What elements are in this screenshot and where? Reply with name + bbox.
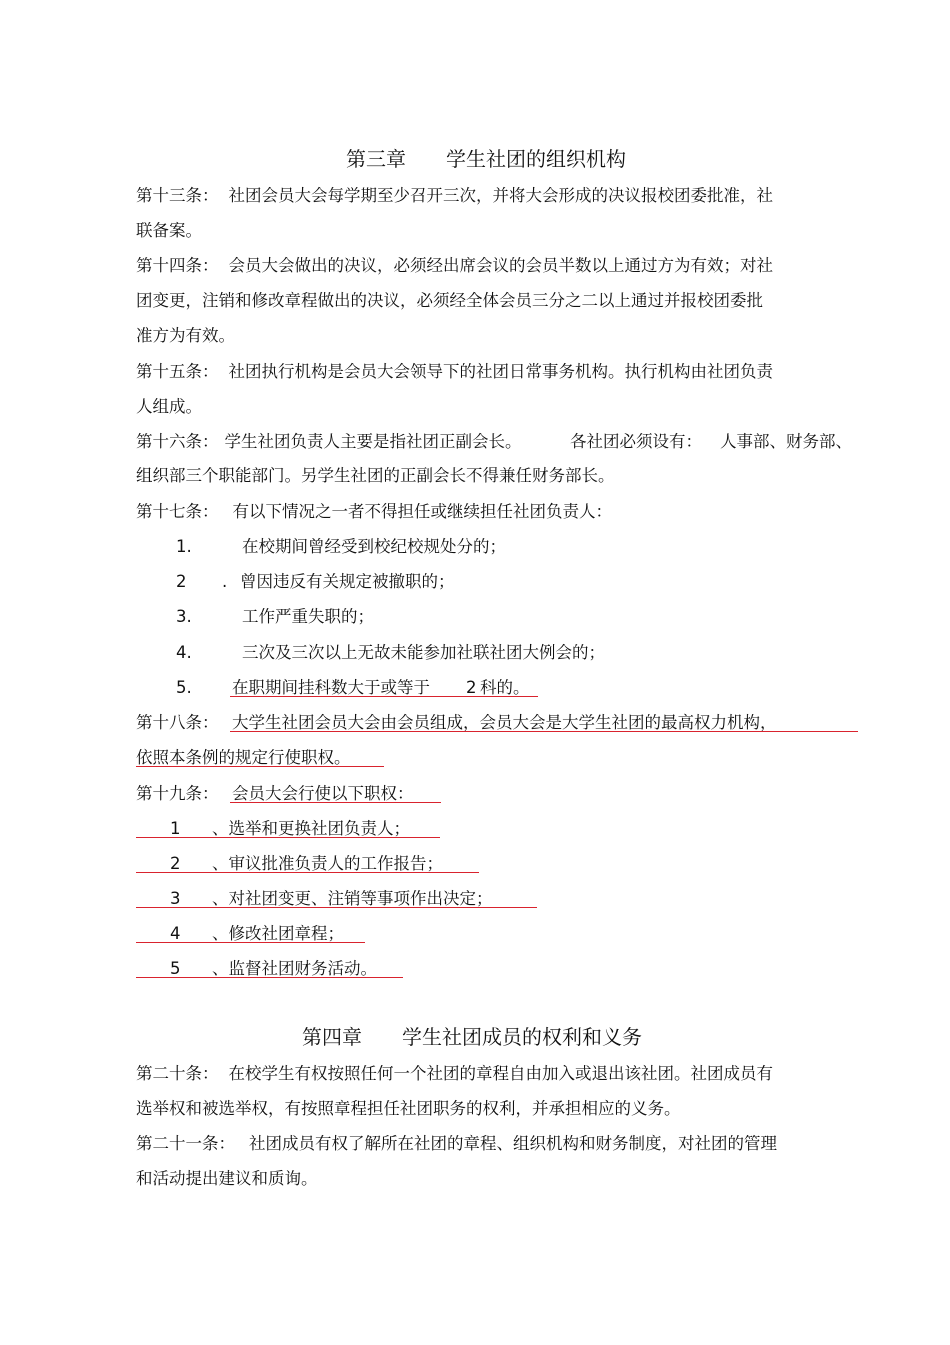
article-text: 社团会员大会每学期至少召开三次，并将大会形成的决议报校团委批准，社 xyxy=(228,186,773,205)
article-label: 第十四条： xyxy=(136,256,219,275)
list-item-num: 1 xyxy=(170,819,181,838)
red-underline xyxy=(230,802,441,803)
red-underline xyxy=(230,731,858,732)
red-underline xyxy=(136,766,384,767)
article-17-line-1 xyxy=(136,502,612,522)
article-14-line-3: 准方为有效。 xyxy=(136,326,235,345)
list-item-text: 、监督社团财务活动。 xyxy=(212,959,377,978)
article-16-line-2: 组织部三个职能部门。另学生社团的正副会长不得兼任财务部长。 xyxy=(136,466,615,485)
article-19-intro: 会员大会行使以下职权： xyxy=(232,784,414,803)
article-14-line-1 xyxy=(136,256,773,276)
list-item-text-inline: 科的。 xyxy=(480,678,530,697)
article-20-line-1 xyxy=(136,1064,773,1084)
list-item-num: 2 xyxy=(170,854,181,873)
article-text: 社团成员有权了解所在社团的章程、组织机构和财务制度，对社团的管理 xyxy=(249,1134,777,1153)
list-item-num: 2 xyxy=(176,572,187,591)
article-13-line-2: 联备案。 xyxy=(136,221,202,240)
article-13-line-1 xyxy=(136,186,773,206)
list-item-num: 5. xyxy=(176,678,192,697)
article-21-line-1 xyxy=(136,1134,777,1154)
article-label: 第十五条： xyxy=(136,362,219,381)
article-16-line-1 xyxy=(136,432,522,452)
article-15-line-2: 人组成。 xyxy=(136,397,202,416)
list-item-num: 3 xyxy=(170,889,181,908)
list-item-num-inline: 2 xyxy=(466,678,477,697)
article-text: 社团执行机构是会员大会领导下的社团日常事务机构。执行机构由社团负责 xyxy=(228,362,773,381)
article-label: 第十七条： xyxy=(136,502,219,521)
article-20-line-2: 选举权和被选举权，有按照章程担任社团职务的权利，并承担相应的义务。 xyxy=(136,1099,681,1118)
list-item-text: 、选举和更换社团负责人； xyxy=(212,819,410,838)
red-underline xyxy=(230,696,538,697)
list-item-text: 在校期间曾经受到校纪校规处分的； xyxy=(242,537,506,556)
article-16-line-1c: 人事部、财务部、 xyxy=(720,432,852,451)
list-item-text: 工作严重失职的； xyxy=(242,607,374,626)
article-text: 在校学生有权按照任何一个社团的章程自由加入或退出该社团。社团成员有 xyxy=(228,1064,773,1083)
article-21-line-2: 和活动提出建议和质询。 xyxy=(136,1169,318,1188)
article-14-line-2: 团变更，注销和修改章程做出的决议，必须经全体会员三分之二以上通过并报校团委批 xyxy=(136,291,763,310)
article-19-label: 第十九条： xyxy=(136,784,219,803)
article-18-line-2: 依照本条例的规定行使职权。 xyxy=(136,748,351,767)
article-label: 第二十一条： xyxy=(136,1134,235,1153)
chapter-number: 第三章 xyxy=(346,147,406,171)
list-item-text: 、修改社团章程； xyxy=(212,924,344,943)
article-text: 会员大会做出的决议，必须经出席会议的会员半数以上通过方为有效；对社 xyxy=(228,256,773,275)
list-item-text: 、审议批准负责人的工作报告； xyxy=(212,854,443,873)
article-label: 第十三条： xyxy=(136,186,219,205)
red-underline xyxy=(136,872,479,873)
red-underline xyxy=(136,907,537,908)
chapter-title: 学生社团的组织机构 xyxy=(446,147,626,171)
list-item-sep: . xyxy=(222,572,228,591)
article-16-line-1b: 各社团必须设有： xyxy=(570,432,702,451)
chapter-heading xyxy=(302,1025,642,1049)
list-item-num: 1. xyxy=(176,537,192,556)
red-underline xyxy=(136,837,440,838)
list-item-text: 、对社团变更、注销等事项作出决定； xyxy=(212,889,493,908)
chapter-title: 学生社团成员的权利和义务 xyxy=(402,1025,642,1049)
article-label: 第二十条： xyxy=(136,1064,219,1083)
article-18-line-1: 大学生社团会员大会由会员组成，会员大会是大学生社团的最高权力机构， xyxy=(232,713,777,732)
list-item-text: 三次及三次以上无故未能参加社联社团大例会的； xyxy=(242,643,605,662)
list-item-text: 在职期间挂科数大于或等于 xyxy=(232,678,430,697)
red-underline xyxy=(136,977,403,978)
list-item-num: 3. xyxy=(176,607,192,626)
article-label: 第十六条： xyxy=(136,432,219,451)
chapter-number: 第四章 xyxy=(302,1025,362,1049)
red-underline xyxy=(136,942,365,943)
list-item-num: 4. xyxy=(176,643,192,662)
article-text: 学生社团负责人主要是指社团正副会长。 xyxy=(224,432,522,451)
chapter-heading xyxy=(346,147,626,171)
article-15-line-1 xyxy=(136,362,773,382)
list-item-text: 曾因违反有关规定被撤职的； xyxy=(240,572,455,591)
article-text: 有以下情况之一者不得担任或继续担任社团负责人： xyxy=(232,502,612,521)
list-item-num: 5 xyxy=(170,959,181,978)
list-item-num: 4 xyxy=(170,924,181,943)
article-18-label: 第十八条： xyxy=(136,713,219,732)
